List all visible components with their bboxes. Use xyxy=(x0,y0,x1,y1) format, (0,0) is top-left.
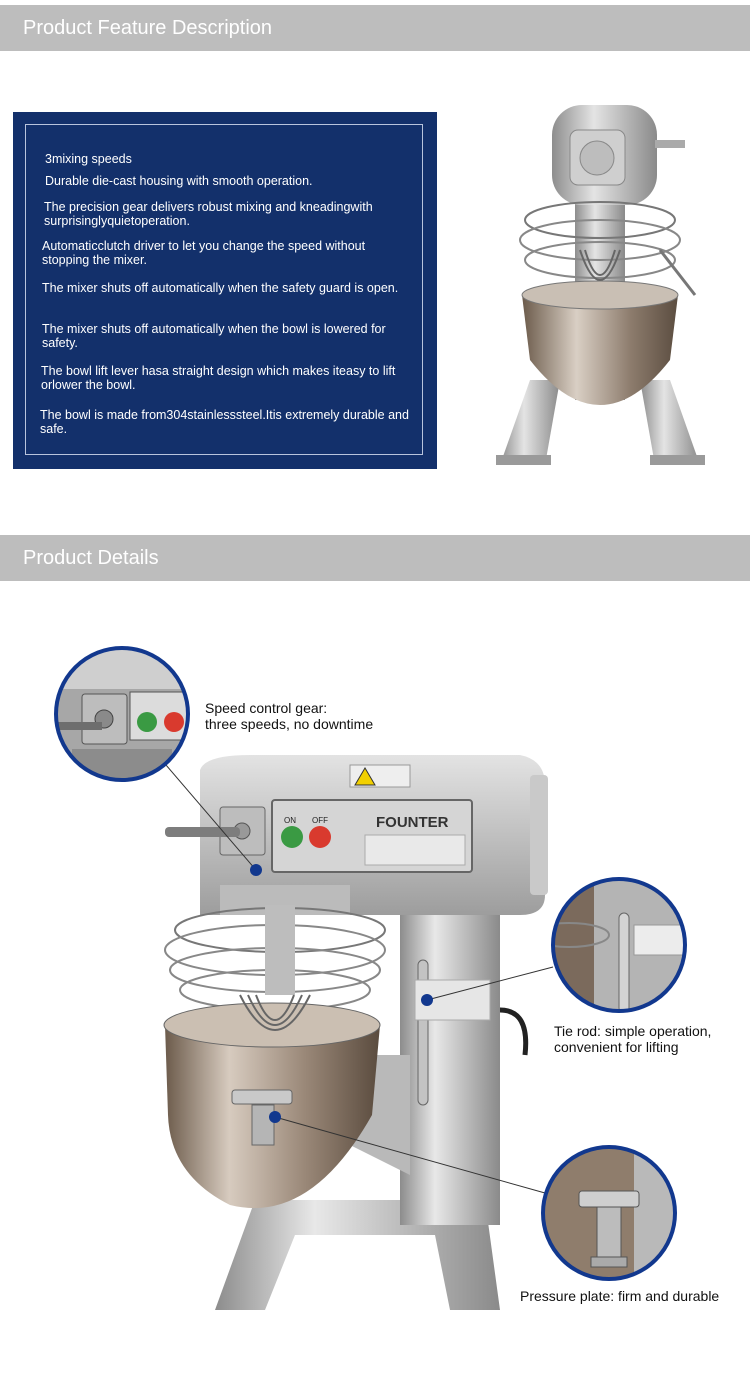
feature-item: The bowl lift lever hasa straight design which makes iteasy to lift orlower the bowl. xyxy=(41,364,396,392)
tie-rod-callout-desc: convenient for lifting xyxy=(554,1039,679,1055)
zoom-pressure-plate xyxy=(539,1143,679,1283)
details-section-header: Product Details xyxy=(0,535,750,581)
feature-item: The precision gear delivers robust mixing and kneadingwith surprisinglyquietoperation. xyxy=(44,200,373,228)
feature-item: Durable die-cast housing with smooth operation. xyxy=(45,174,313,188)
speed-gear-callout-title: Speed control gear: xyxy=(205,700,328,716)
feature-item: The bowl is made from304stainlesssteel.Itis extremely durable and safe. xyxy=(40,408,409,436)
off-label: OFF xyxy=(312,816,328,825)
speed-gear-callout-desc: three speeds, no downtime xyxy=(205,716,374,732)
feature-item: Automaticclutch driver to let you change the speed without stopping the mixer. xyxy=(42,239,366,267)
feature-item: The mixer shuts off automatically when the bowl is lowered for safety. xyxy=(42,322,386,350)
on-label: ON xyxy=(284,816,296,825)
tie-rod-callout-title: Tie rod: simple operation, xyxy=(554,1023,712,1039)
brand-logo: FOUNTER xyxy=(376,814,449,831)
zoom-tie-rod xyxy=(549,875,689,1015)
pressure-plate-callout: Pressure plate: firm and durable xyxy=(520,1288,720,1304)
feature-item: The mixer shuts off automatically when the safety guard is open. xyxy=(42,281,399,295)
zoom-speed-control xyxy=(52,644,192,784)
feature-item: 3mixing speeds xyxy=(45,152,132,166)
feature-section-header: Product Feature Description xyxy=(0,5,750,51)
